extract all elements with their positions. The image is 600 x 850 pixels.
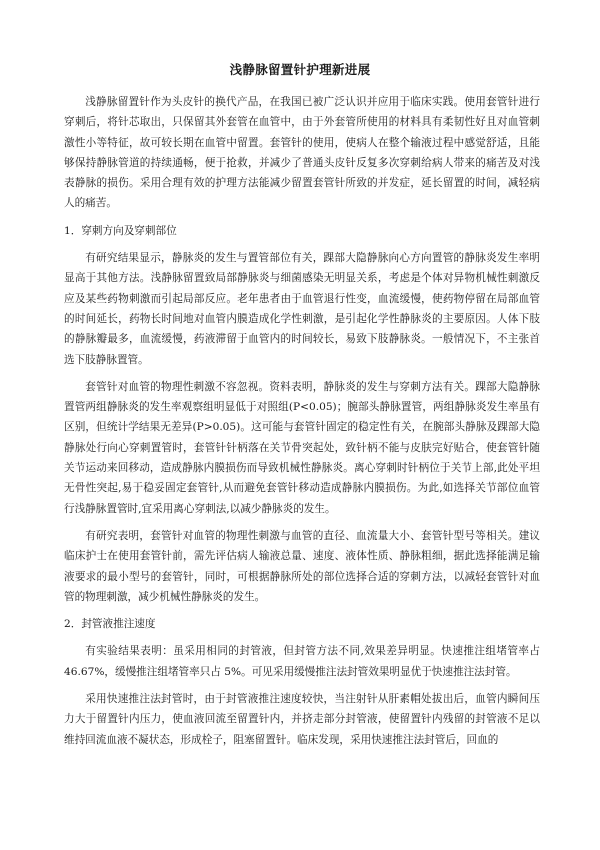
section-heading-1: 1．穿刺方向及穿刺部位: [64, 224, 177, 237]
document-title: 浅静脉留置针护理新进展: [229, 62, 371, 77]
section2-paragraph-2: 采用快速推注法封管时，由于封管液推注速度较快，当注射针从肝素帽处拔出后，血管内瞬间压力大于留置针内压力，使血液回流至留置针内，并挤走部分封管液，使留置针内残留的封管液不足以维持回流血液不凝状态，形成栓子，阻塞留置针。临床发现，采用快速推注法封管后，回血的: [64, 693, 540, 746]
intro-paragraph: 浅静脉留置针作为头皮针的换代产品，在我国已被广泛认识并应用于临床实践。使用套管针进行穿刺后，将针芯取出，只保留其外套管在血管中，由于外套管所使用的材料具有柔韧性好且对血管刺激性小等特征，故可较长期在血管中留置。套管针的使用，使病人在整个输液过程中感觉舒适，且能够保持静脉管道的持续通畅，便于抢救，并减少了普通头皮针反复多次穿刺给病人带来的痛苦及对浅表静脉的损伤。采用合理有效的护理方法能减少留置套管针所致的并发症，延长留置的时间，减轻病人的痛苦。: [64, 96, 540, 210]
section1-paragraph-2: 套管针对血管的物理性刺激不容忽视。资料表明，静脉炎的发生与穿刺方法有关。踝部大隐静脉置管两组静脉炎的发生率观察组明显低于对照组(P<0.05)；腕部头静脉置管，两组静脉炎发生率虽有区别，但统计学结果无差异(P>0.05)。这可能与套管针固定的稳定性有关，在腕部头静脉及踝部大隐静脉处行向心穿刺置管时，套管针针柄落在关节骨突起处，致针柄不能与皮肤完好贴合，使套管针随关节运动来回移动，造成静脉内膜损伤而导致机械性静脉炎。离心穿刺时针柄位于关节上部,此处平坦无骨性突起,易于稳妥固定套管针,从而避免套管针移动造成静脉内膜损伤。为此,如选择关节部位血管行浅静脉置管时,宜采用离心穿刺法,以减少静脉炎的发生。: [64, 380, 540, 515]
section2-paragraph-1: 有实验结果表明：虽采用相同的封管液，但封管方法不同,效果差异明显。快速推注组堵管率占46.67%，缓慢推注组堵管率只占 5%。可见采用缓慢推注法封管效果明显优于快速推注法封管。: [64, 645, 540, 678]
section1-paragraph-3: 有研究表明，套管针对血管的物理性刺激与血管的直径、血流量大小、套管针型号等相关。建议临床护士在使用套管针前，需先评估病人输液总量、速度、液体性质、静脉粗细，据此选择能满足输液要求的最小型号的套管针，同时，可根据静脉所处的部位选择合适的穿刺方法，以减轻套管针对血管的物理刺激，减少机械性静脉炎的发生。: [64, 529, 540, 603]
section-heading-2: 2．封管液推注速度: [64, 618, 156, 631]
document-body: [64, 92, 540, 757]
section1-paragraph-1: 有研究结果显示，静脉炎的发生与置管部位有关，踝部大隐静脉向心方向置管的静脉炎发生率明显高于其他方法。浅静脉留置致局部静脉炎与细菌感染无明显关系，考虑是个体对异物机械性刺激反应及某些药物刺激而引起局部反应。老年患者由于血管退行性变，血流缓慢，使药物停留在局部血管的时间延长，药物长时间地对血管内膜造成化学性刺激，是引起化学性静脉炎的主要原因。人体下肢的静脉瓣最多，血流缓慢，药液滞留于血管内的时间较长，易致下肢静脉炎。一般情况下，不主张首选下肢静脉置管。: [64, 252, 540, 366]
